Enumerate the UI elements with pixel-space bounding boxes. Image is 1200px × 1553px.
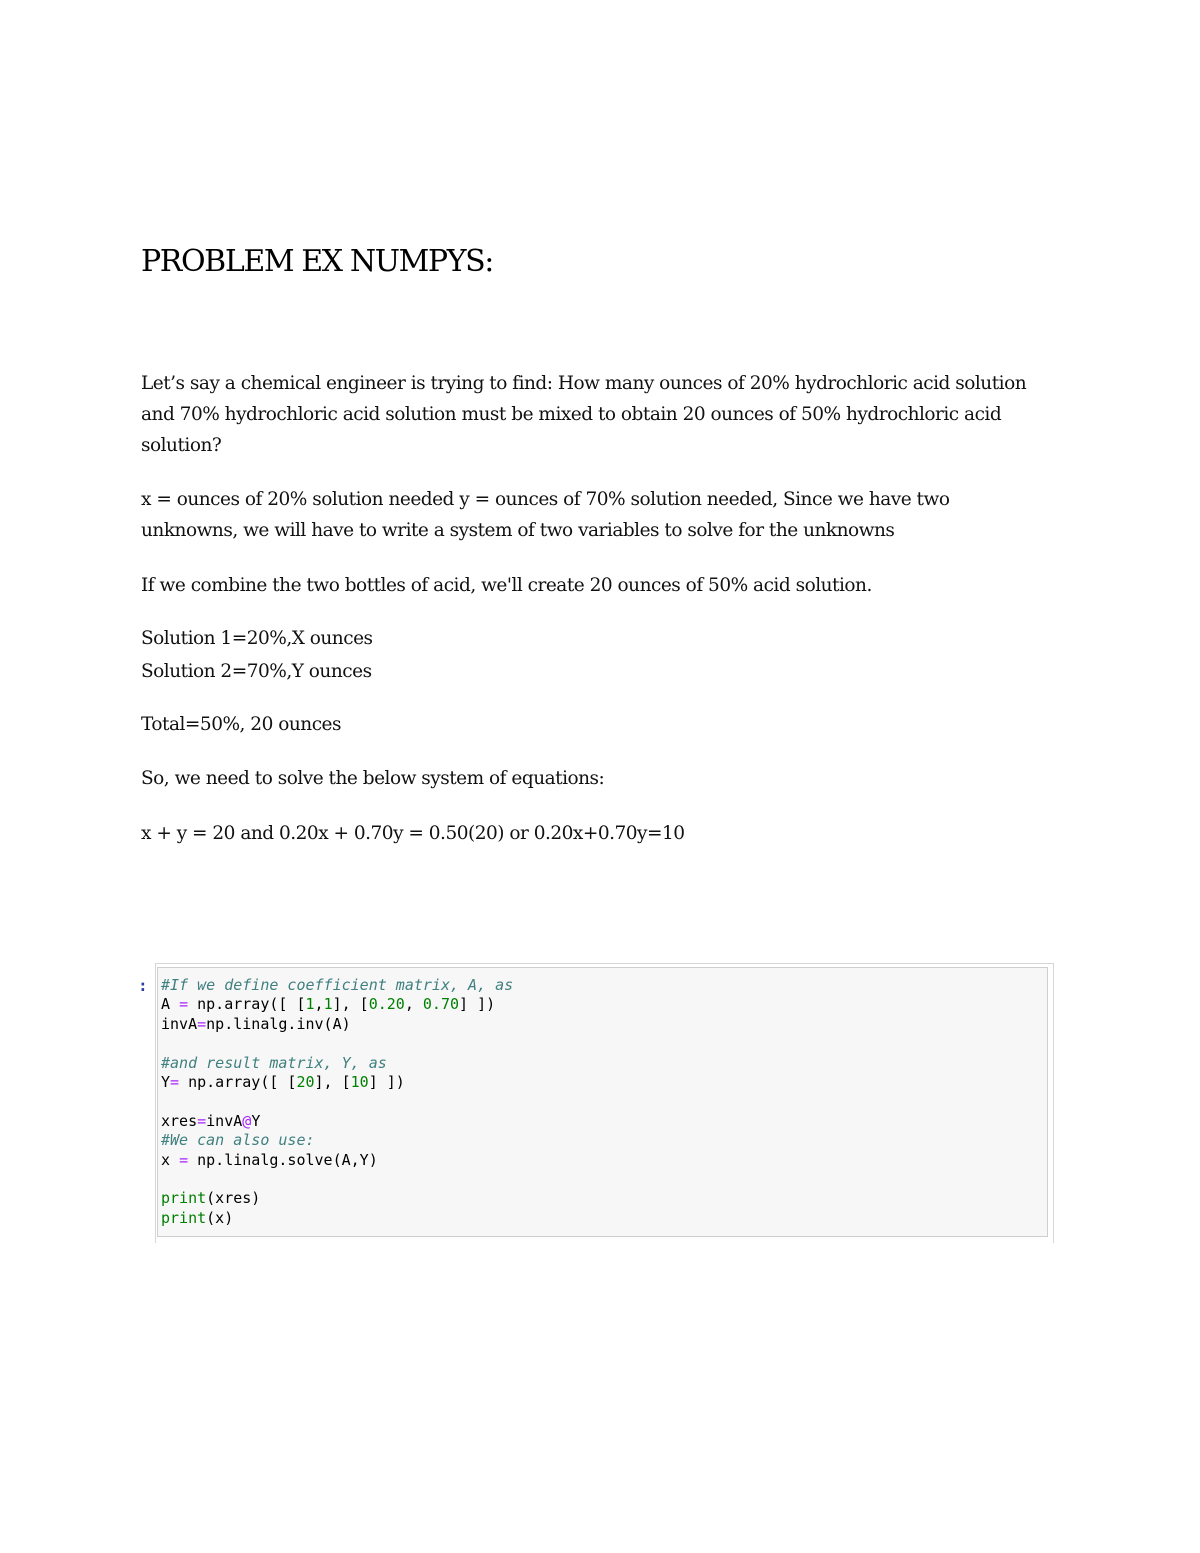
code-comment: #We can also use: [161,1131,315,1150]
code-number: 1 [305,995,315,1014]
code-number: 20 [296,1073,315,1092]
code-token: np.array([ [ [188,995,306,1014]
cell-prompt: : [138,976,148,995]
total-line: Total=50%, 20 ounces [141,714,341,735]
code-token: ], [ [332,995,369,1014]
code-number: 0.20 [368,995,405,1014]
intro-paragraph: Let’s say a chemical engineer is trying to find: How many ounces of 20% hydrochloric acid solution and 70% hydrochloric acid solution must be mixed to obtain 20 ounces of 50% hydrochloric acid solution? [141,373,1027,456]
code-keyword: print [161,1189,207,1208]
code-comment: #and result matrix, Y, as [161,1053,387,1072]
page-title: PROBLEM EX NUMPYS: [141,244,493,279]
code-operator: = [197,1111,207,1130]
solution-1-line: Solution 1=20%,X ounces [141,628,373,649]
code-number: 1 [323,995,333,1014]
code-token: Y [251,1111,261,1130]
code-keyword: print [161,1208,207,1227]
code-block [161,976,513,1228]
code-token: ] ]) [368,1073,405,1092]
need-to-solve-line: So, we need to solve the below system of equations: [141,768,605,789]
code-number: 10 [350,1073,369,1092]
equations-line: x + y = 20 and 0.20x + 0.70y = 0.50(20) or 0.20x+0.70y=10 [141,823,685,844]
code-operator: = [197,1014,207,1033]
solution-2-line: Solution 2=70%,Y ounces [141,661,372,682]
combine-paragraph: If we combine the two bottles of acid, we'll create 20 ounces of 50% acid solution. [141,575,872,596]
code-token: , [404,995,423,1014]
variables-paragraph: x = ounces of 20% solution needed y = ounces of 70% solution needed, Since we have two unknowns, we will have to write a system of two variables to solve for the unknowns [141,489,950,541]
code-token: (x) [206,1208,234,1227]
code-token: np.linalg.inv(A) [206,1014,351,1033]
code-operator: = [179,1150,189,1169]
code-token: ], [ [314,1073,351,1092]
code-token: A [161,995,171,1014]
code-comment: #If we define coefficient matrix, A, as [161,976,514,994]
code-token: xres [161,1111,198,1130]
code-token: , [314,995,324,1014]
code-token: np.linalg.solve(A,Y) [188,1150,378,1169]
code-number: 0.70 [422,995,460,1014]
code-operator: @ [242,1111,252,1130]
code-token: invA [206,1111,243,1130]
code-operator: = [170,1073,180,1092]
code-operator: = [179,995,189,1014]
code-token: x [161,1150,180,1169]
code-token: (xres) [206,1189,261,1208]
code-token: Y [161,1073,171,1092]
code-token: np.array([ [ [179,1073,297,1092]
code-token: invA [161,1014,198,1033]
code-token: ] ]) [459,995,496,1014]
